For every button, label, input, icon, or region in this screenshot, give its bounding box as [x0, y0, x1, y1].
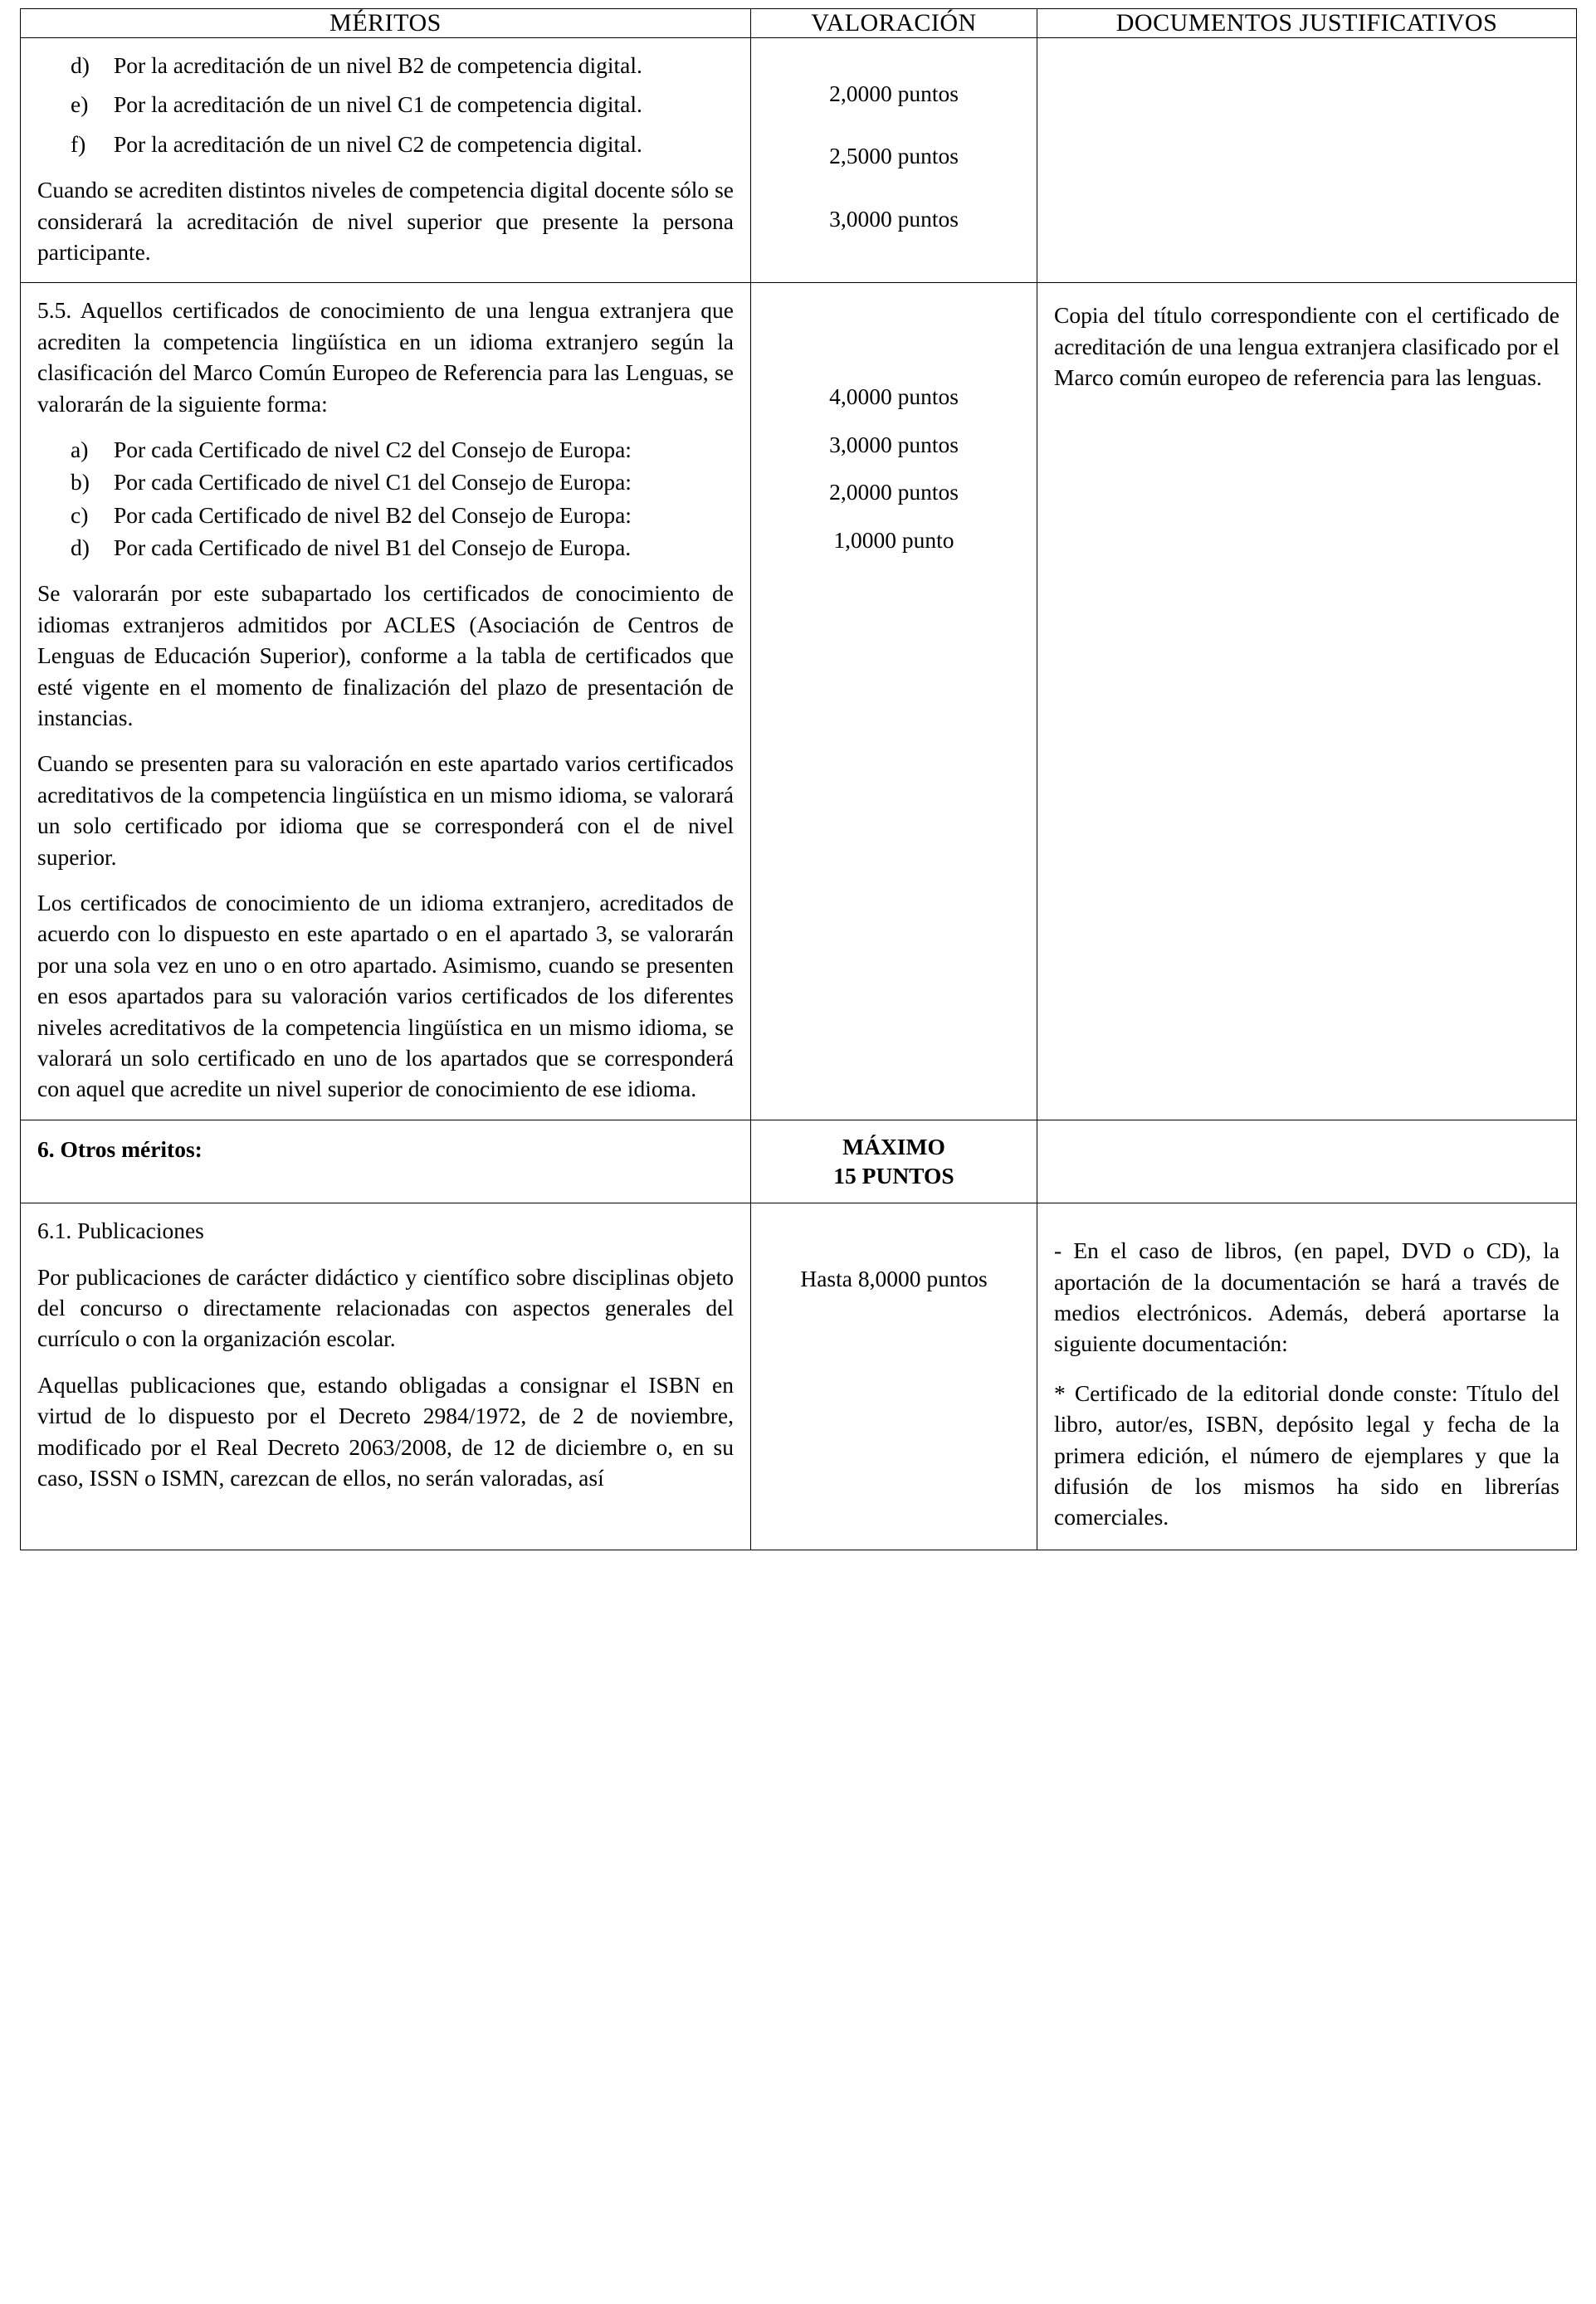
table-row-publicaciones	[21, 1203, 1577, 1550]
merits-cell-language-certificates	[21, 283, 751, 1120]
documents-text: Copia del título correspondiente con el certificado de acreditación de una lengua extranjera clasificado por el Marco común europeo de referencia para las lenguas.	[1054, 302, 1559, 391]
language-paragraph-acles: Se valorarán por este subapartado los certificados de conocimiento de idiomas extranjeros admitidos por ACLES (Asociación de Centros de Lenguas de Educación Superior), conforme a la tabla de certificados que esté vigente en el momento de finalización del plazo de presentación de instancias.	[37, 580, 734, 731]
documents-cell-otros-meritos	[1037, 1120, 1577, 1203]
merits-cell-digital-competence	[21, 38, 751, 283]
merits-cell-publicaciones	[21, 1203, 751, 1550]
list-item-label: a)	[71, 436, 89, 462]
publicaciones-paragraph-1: Por publicaciones de carácter didáctico y científico sobre disciplinas objeto del concurso o directamente relacionadas con aspectos generales del currículo o con la organización escolar.	[37, 1263, 734, 1352]
list-item-text: Por la acreditación de un nivel C1 de competencia digital.	[114, 91, 642, 118]
valuation-value: 3,0000 puntos	[829, 205, 959, 232]
list-item	[37, 50, 734, 81]
valuation-value: 4,0000 puntos	[829, 383, 959, 410]
valuation-value: 2,0000 puntos	[829, 81, 959, 106]
documents-cell-publicaciones	[1037, 1203, 1577, 1550]
column-header-valuation: VALORACIÓN	[751, 9, 1037, 38]
valuation-cell-otros-meritos	[751, 1120, 1037, 1203]
column-header-documents: DOCUMENTOS JUSTIFICATIVOS	[1037, 9, 1577, 38]
merits-cell-otros-meritos	[21, 1120, 751, 1203]
valuation-value: 3,0000 puntos	[829, 431, 959, 457]
language-intro: 5.5. Aquellos certificados de conocimiento de una lengua extranjera que acrediten la competencia lingüística en un idioma extranjero según la clasificación del Marco Común Europeo de Referencia para las Lenguas, se valorarán de la siguiente forma:	[37, 297, 734, 417]
maximum-points: 15 PUNTOS	[833, 1163, 954, 1189]
publicaciones-title: 6.1. Publicaciones	[37, 1218, 204, 1244]
list-item-label: c)	[71, 501, 89, 528]
list-item-text: Por la acreditación de un nivel B2 de competencia digital.	[114, 52, 642, 78]
table-row-digital-competence	[21, 38, 1577, 283]
valuation-value: 1,0000 punto	[833, 526, 954, 553]
list-item	[37, 466, 734, 497]
publicaciones-paragraph-2: Aquellas publicaciones que, estando obligadas a consignar el ISBN en virtud de lo dispuesto por el Decreto 2984/1972, de 2 de noviembre, modificado por el Real Decreto 2063/2008, de 12 de diciembre o, en su caso, ISSN o ISMN, carezcan de ellos, no serán valoradas, así	[37, 1371, 734, 1491]
list-item-text: Por cada Certificado de nivel B1 del Consejo de Europa.	[114, 535, 632, 561]
list-item-text: Por cada Certificado de nivel C2 del Consejo de Europa:	[114, 436, 632, 462]
documents-cell-digital-competence	[1037, 38, 1577, 283]
valuation-value: 2,5000 puntos	[829, 143, 959, 169]
otros-meritos-title: 6. Otros méritos:	[37, 1135, 203, 1162]
valuation-value: Hasta 8,0000 puntos	[800, 1266, 988, 1292]
valuation-value: 2,0000 puntos	[829, 479, 959, 505]
list-item	[37, 434, 734, 465]
list-item	[37, 89, 734, 120]
list-item-label: d)	[71, 535, 90, 561]
valuation-cell-digital-competence	[751, 38, 1037, 283]
list-item-text: Por cada Certificado de nivel C1 del Consejo de Europa:	[114, 469, 632, 495]
language-paragraph-apartado3: Los certificados de conocimiento de un idioma extranjero, acreditados de acuerdo con lo dispuesto en este apartado o en el apartado 3, se valorarán por una sola vez en uno o en otro apartado. Asimismo, cuando se presenten en esos apartados para su valoración varios certificados de los diferentes niveles acreditativos de la competencia lingüística en un mismo idioma, se valorará un solo certificado en uno de los apartados que se corresponderá con aquel que acredite un nivel superior de conocimiento de ese idioma.	[37, 889, 734, 1102]
documents-paragraph-1: - En el caso de libros, (en papel, DVD o CD), la aportación de la documentación se hará a través de medios electrónicos. Además, deberá aportarse la siguiente documentación:	[1054, 1237, 1559, 1357]
digital-competence-list	[37, 50, 734, 159]
list-item	[37, 129, 734, 159]
list-item-label: d)	[71, 52, 90, 78]
list-item-label: b)	[71, 469, 90, 495]
merits-table	[20, 8, 1577, 1550]
list-item-text: Por cada Certificado de nivel B2 del Consejo de Europa:	[114, 501, 632, 528]
list-item	[37, 500, 734, 530]
maximum-label: MÁXIMO	[842, 1133, 945, 1159]
column-header-merits: MÉRITOS	[21, 9, 751, 38]
table-row-otros-meritos	[21, 1120, 1577, 1203]
table-header-row	[21, 9, 1577, 38]
valuation-cell-publicaciones	[751, 1203, 1037, 1550]
language-levels-list	[37, 434, 734, 564]
documents-text	[1037, 38, 1576, 71]
list-item-label: e)	[71, 91, 89, 118]
language-paragraph-multiple: Cuando se presenten para su valoración en este apartado varios certificados acreditativos de la competencia lingüística en un mismo idioma, se valorará un solo certificado por idioma que se corresponderá con el de nivel superior.	[37, 750, 734, 870]
list-item-label: f)	[71, 130, 86, 157]
valuation-cell-language-certificates	[751, 283, 1037, 1120]
table-row-language-certificates	[21, 283, 1577, 1120]
list-item	[37, 532, 734, 563]
list-item-text: Por la acreditación de un nivel C2 de competencia digital.	[114, 130, 642, 157]
documents-cell-language-certificates	[1037, 283, 1577, 1120]
digital-competence-note: Cuando se acrediten distintos niveles de competencia digital docente sólo se considerará la acreditación de nivel superior que presente la persona participante.	[37, 177, 734, 265]
documents-paragraph-2: * Certificado de la editorial donde conste: Título del libro, autor/es, ISBN, depósito legal y fecha de la primera edición, el número de ejemplares y que la difusión de los mismos ha sido en librerías comerciales.	[1054, 1379, 1559, 1530]
